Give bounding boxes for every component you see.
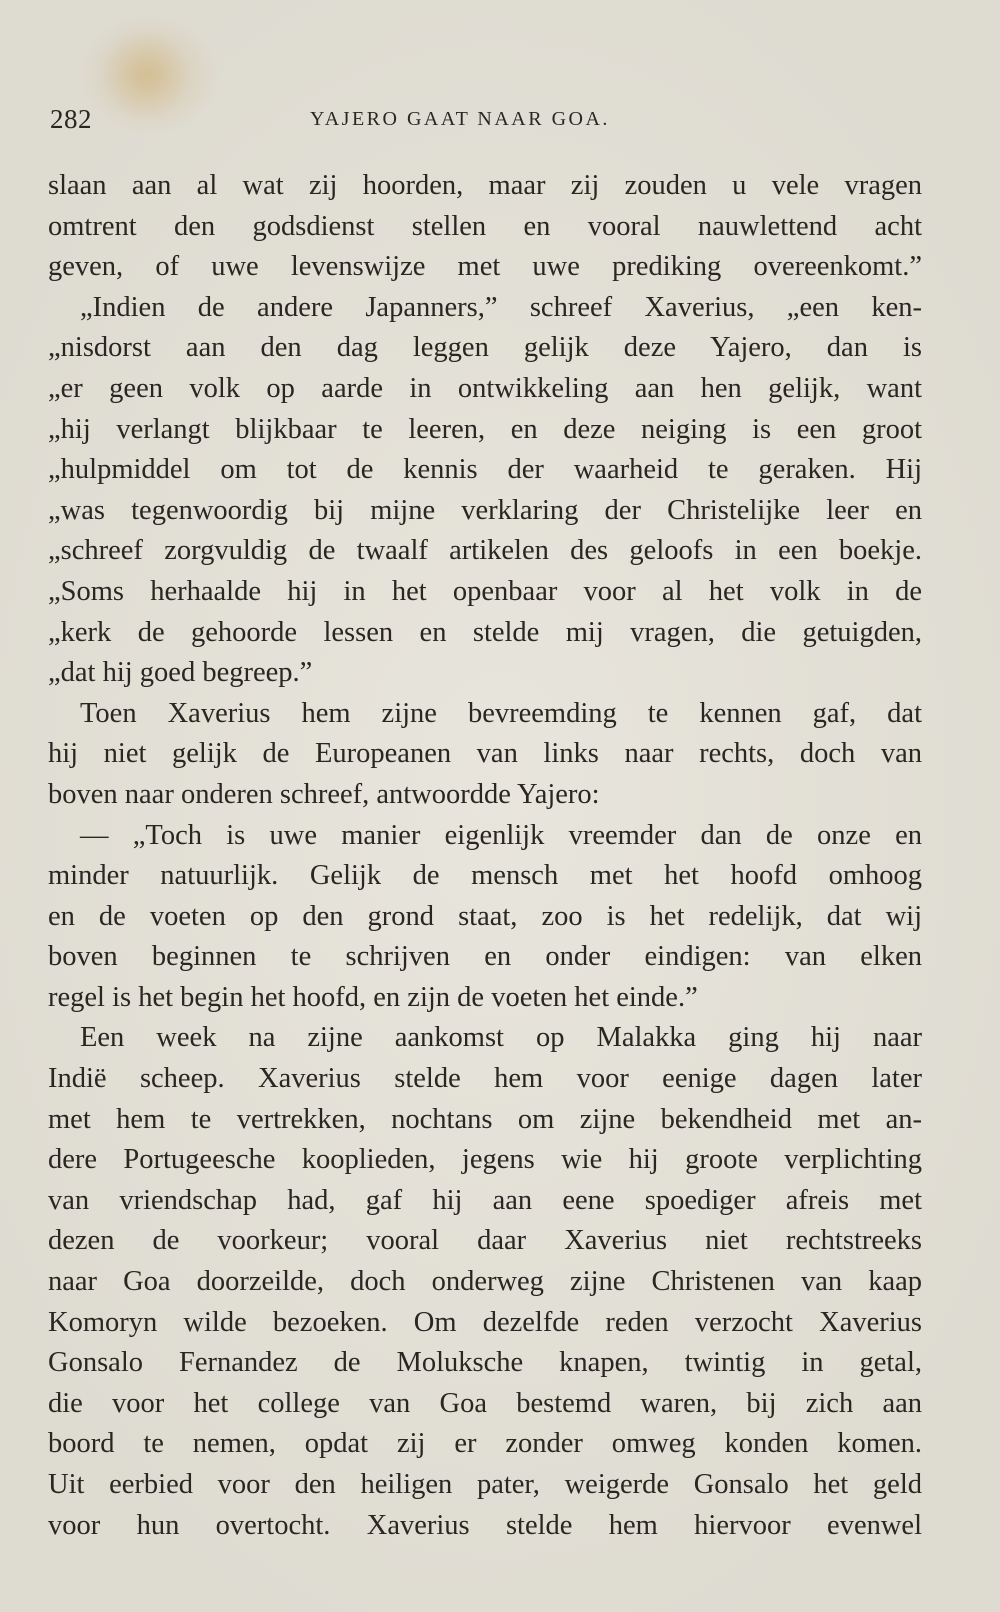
text-line: naar Goa doorzeilde, doch onderweg zijne Christenen van kaap — [48, 1266, 922, 1298]
text-line: voor hun overtocht. Xaverius stelde hem hiervoor evenwel — [48, 1509, 922, 1541]
page-number: 282 — [50, 104, 92, 134]
text-line: „schreef zorgvuldig de twaalf artikelen des geloofs in een boekje. — [48, 535, 922, 567]
text-line: hij niet gelijk de Europeanen van links naar rechts, doch van — [48, 738, 922, 770]
text-line: „kerk de gehoorde lessen en stelde mij vragen, die getuigden, — [48, 616, 922, 648]
text-line: „was tegenwoordig bij mijne verklaring der Christelijke leer en — [48, 494, 922, 526]
running-title: YAJERO GAAT NAAR GOA. — [310, 108, 610, 130]
text-line: Een week na zijne aankomst op Malakka ging hij naar — [80, 1022, 922, 1054]
text-line: regel is het begin het hoofd, en zijn de voeten het einde.” — [48, 981, 698, 1013]
text-line: „hulpmiddel om tot de kennis der waarheid te geraken. Hij — [48, 454, 922, 486]
text-line: met hem te vertrekken, nochtans om zijne bekendheid met an- — [48, 1103, 922, 1135]
text-line: boven naar onderen schreef, antwoordde Yajero: — [48, 778, 600, 810]
text-line: Uit eerbied voor den heiligen pater, weigerde Gonsalo het geld — [48, 1469, 922, 1500]
text-line: Gonsalo Fernandez de Moluksche knapen, twintig in getal, — [48, 1347, 922, 1379]
text-line: — „Toch is uwe manier eigenlijk vreemder dan de onze en — [80, 819, 922, 851]
text-line: „Soms herhaalde hij in het openbaar voor al het volk in de — [48, 575, 922, 607]
text-line: en de voeten op den grond staat, zoo is het redelijk, dat wij — [48, 900, 922, 932]
text-line: „Indien de andere Japanners,” schreef Xaverius, „een ken- — [80, 291, 922, 323]
text-line: slaan aan al wat zij hoorden, maar zij zouden u vele vragen — [48, 170, 922, 201]
text-line: die voor het college van Goa bestemd waren, bij zich aan — [48, 1387, 922, 1419]
text-line: dezen de voorkeur; vooral daar Xaverius niet rechtstreeks — [48, 1225, 922, 1257]
text-line: van vriendschap had, gaf hij aan eene spoediger afreis met — [48, 1184, 922, 1216]
text-line: „nisdorst aan den dag leggen gelijk deze Yajero, dan is — [48, 332, 922, 364]
page-header — [50, 104, 920, 138]
text-line: „er geen volk op aarde in ontwikkeling aan hen gelijk, want — [48, 372, 922, 404]
text-line: „hij verlangt blijkbaar te leeren, en deze neiging is een groot — [48, 413, 922, 445]
text-line: dere Portugeesche kooplieden, jegens wie hij groote verplichting — [48, 1144, 922, 1176]
text-line: omtrent den godsdienst stellen en vooral nauwlettend acht — [48, 210, 922, 242]
body-text — [48, 166, 922, 1546]
text-line: Indië scheep. Xaverius stelde hem voor eenige dagen later — [48, 1063, 922, 1095]
text-line: Toen Xaverius hem zijne bevreemding te kennen gaf, dat — [80, 697, 922, 729]
text-line: Komoryn wilde bezoeken. Om dezelfde reden verzocht Xaverius — [48, 1306, 922, 1338]
text-line: geven, of uwe levenswijze met uwe prediking overeenkomt.” — [48, 251, 922, 283]
text-line: minder natuurlijk. Gelijk de mensch met het hoofd omhoog — [48, 860, 922, 892]
text-line: boord te nemen, opdat zij er zonder omweg konden komen. — [48, 1428, 922, 1460]
text-line: „dat hij goed begreep.” — [48, 657, 313, 689]
text-line: boven beginnen te schrijven en onder eindigen: van elken — [48, 941, 922, 973]
